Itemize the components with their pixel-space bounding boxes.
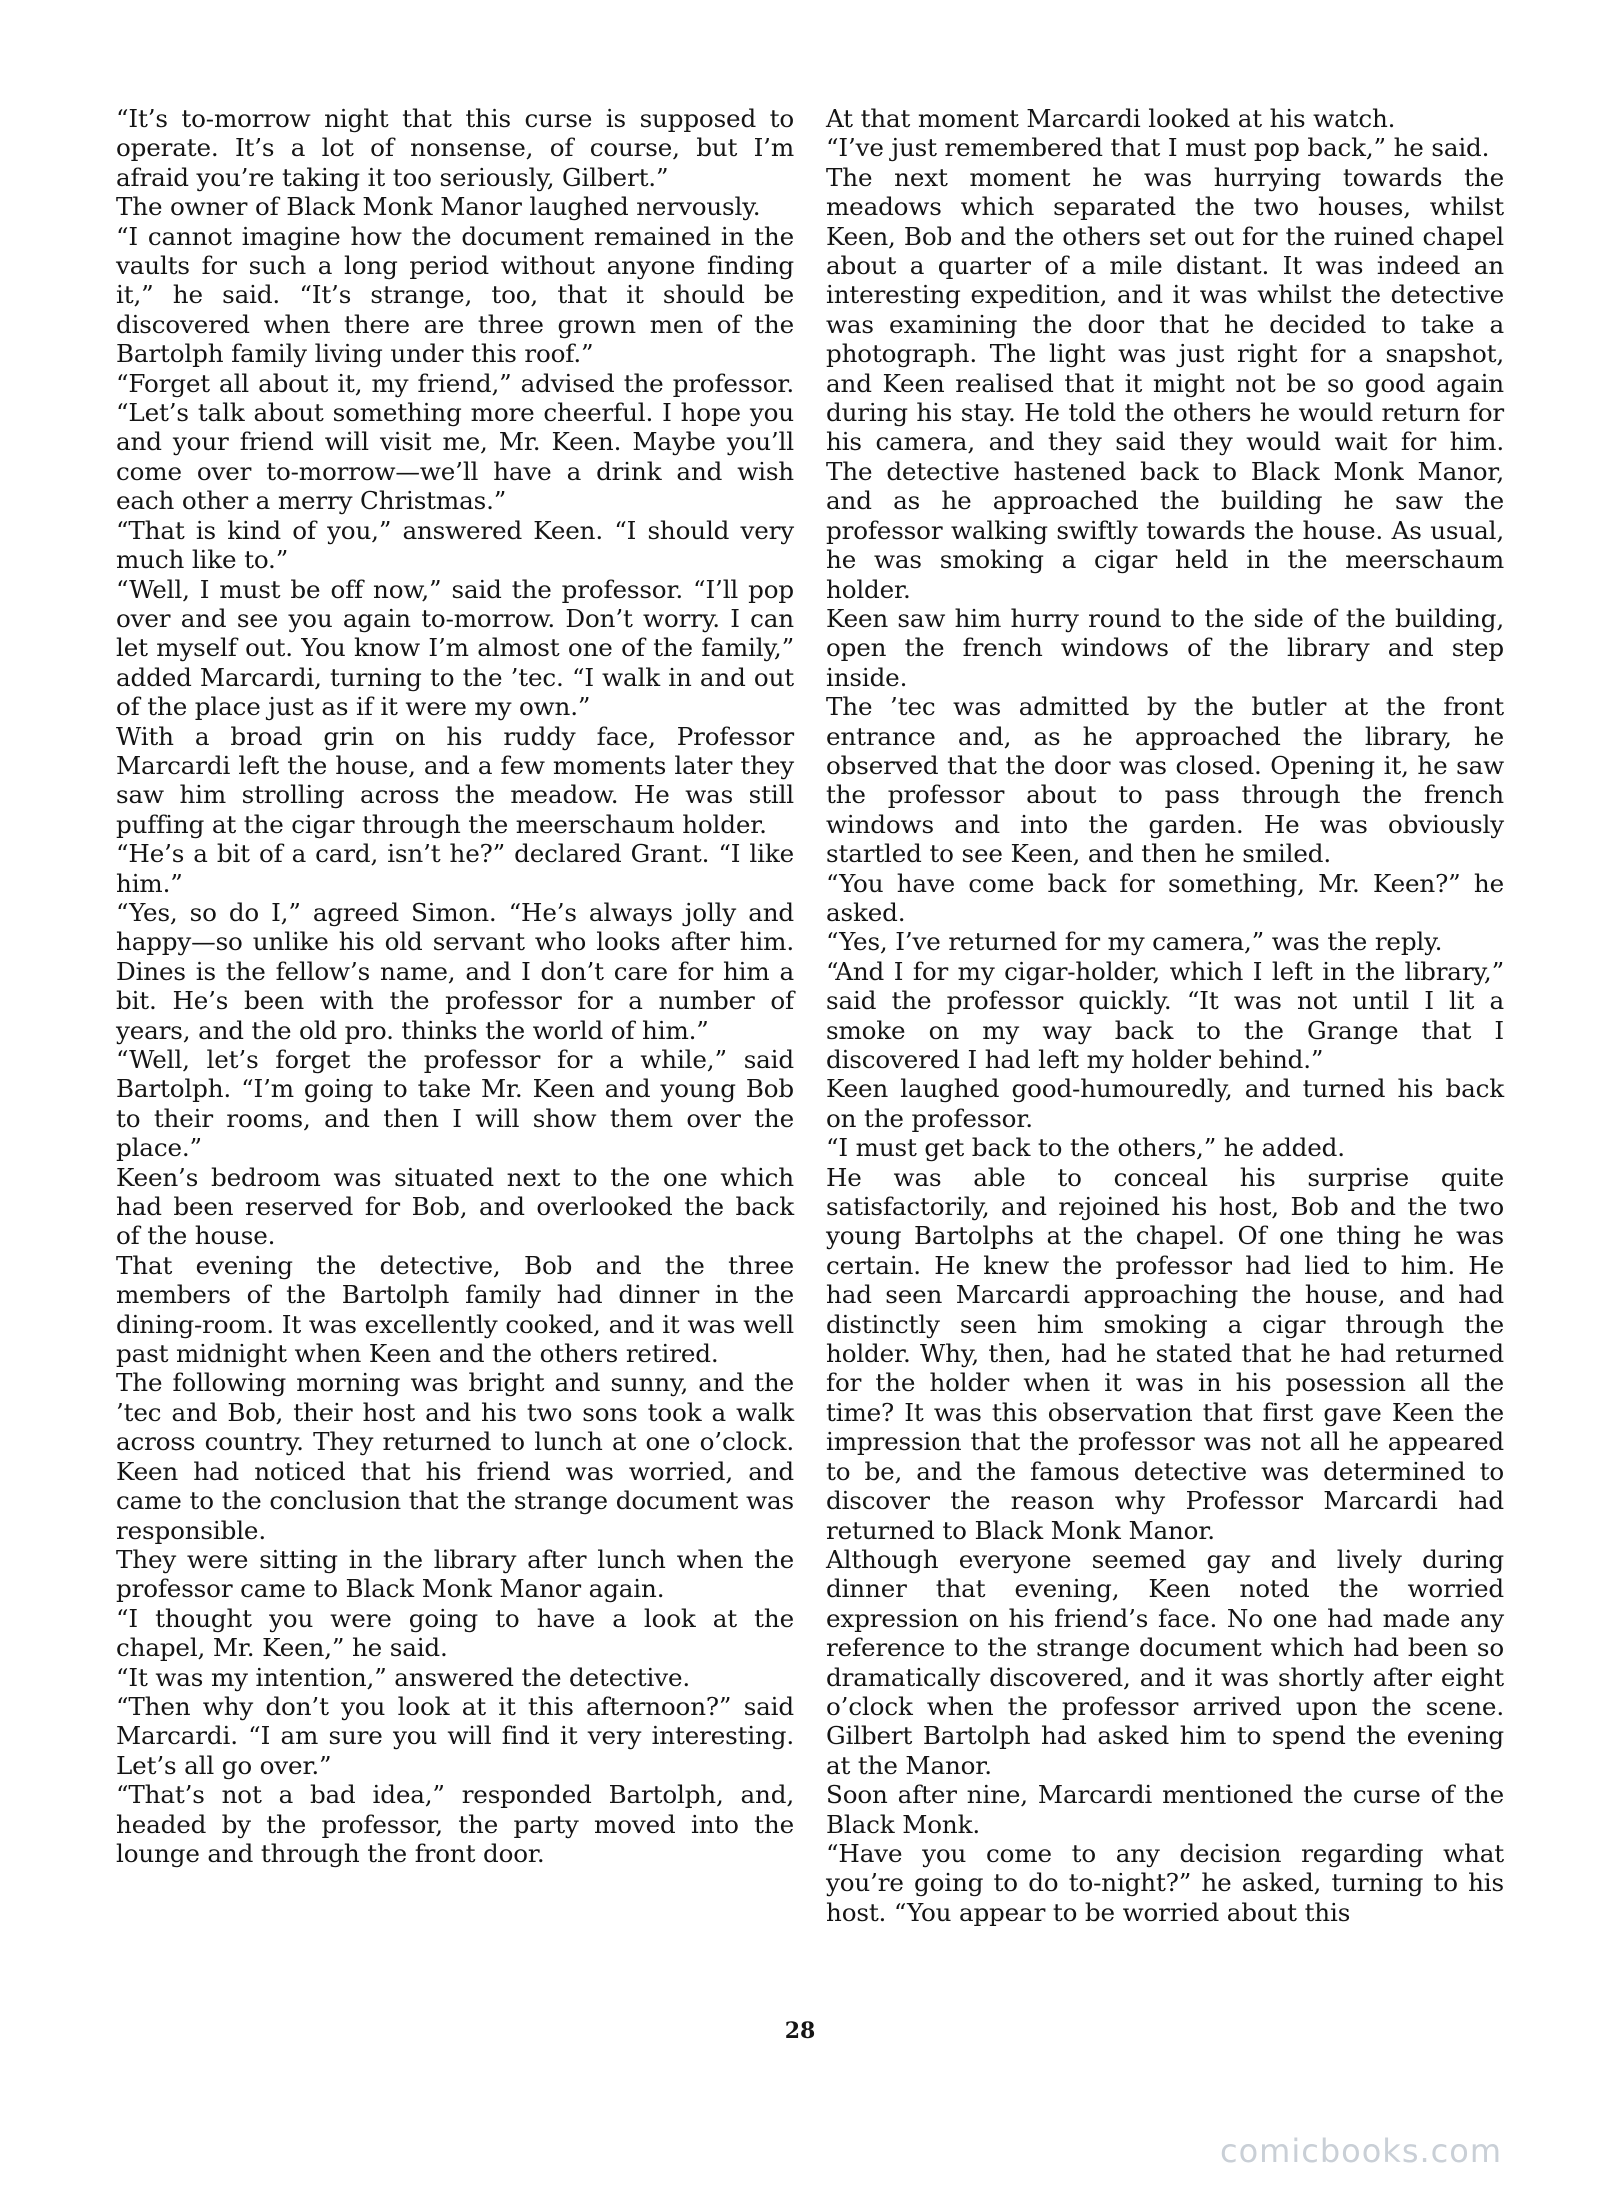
paragraph: “Yes, so do I,” agreed Simon. “He’s always jolly and happy—so unlike his old servant who looks after him. Dines is the fellow’s name, and I don’t care for him a bit. He’s been with the professor for a number of years, and the old pro. thinks the world of him.” xyxy=(116,897,794,1045)
watermark: comicbooks.com xyxy=(1219,2132,1502,2170)
paragraph: “And I for my cigar-holder, which I left in the library,” said the professor quickly. “It was not until I lit a smoke on my way back to the Grange that I discovered I had left my holder behind.” xyxy=(826,956,1504,1074)
paragraph: The ’tec was admitted by the butler at the front entrance and, as he approached the library, he observed that the door was closed. Opening it, he saw the professor about to pass through the french windows and into the garden. He was obviously startled to see Keen, and then he smiled. xyxy=(826,692,1504,869)
paragraph: “That’s not a bad idea,” responded Bartolph, and, headed by the professor, the party moved into the lounge and through the front door. xyxy=(116,1780,794,1868)
paragraph: The following morning was bright and sunny, and the ’tec and Bob, their host and his two sons took a walk across country. They returned to lunch at one o’clock. Keen had noticed that his friend was worried, and came to the conclusion that the strange document was responsible. xyxy=(116,1368,794,1545)
paragraph: “Have you come to any decision regarding what you’re going to do to-night?” he asked, turning to his host. “You appear to be worried about this xyxy=(826,1838,1504,1927)
paragraph: The owner of Black Monk Manor laughed nervously. xyxy=(116,192,761,222)
paragraph: “Forget all about it, my friend,” advised the professor. “Let’s talk about something more cheerful. I hope you and your friend will visit me, Mr. Keen. Maybe you’ll come over to-morrow—we’ll have a drink and wish each other a merry Christmas.” xyxy=(116,368,794,516)
paragraph: Keen saw him hurry round to the side of the building, open the french windows of the library and step inside. xyxy=(826,603,1504,692)
paragraph: With a broad grin on his ruddy face, Professor Marcardi left the house, and a few moments later they saw him strolling across the meadow. He was still puffing at the cigar through the meerschaum holder. xyxy=(116,721,794,839)
paragraph: “Well, let’s forget the professor for a while,” said Bartolph. “I’m going to take Mr. Keen and young Bob to their rooms, and then I will show them over the place.” xyxy=(116,1045,794,1163)
right-text-column xyxy=(826,104,1504,1927)
paragraph: He was able to conceal his surprise quite satisfactorily, and rejoined his host, Bob and the two young Bartolphs at the chapel. Of one thing he was certain. He knew the professor had lied to him. He had seen Marcardi approaching the house, and had distinctly seen him smoking a cigar through the holder. Why, then, had he stated that he had returned for the holder when it was in his posession all the time? It was this observation that first gave Keen the impression that the professor was not all he appeared to be, and the famous detective was determined to discover the reason why Professor Marcardi had returned to Black Monk Manor. xyxy=(826,1162,1504,1545)
paragraph: “He’s a bit of a card, isn’t he?” declared Grant. “I like him.” xyxy=(116,839,794,898)
paragraph: “You have come back for something, Mr. Keen?” he asked. xyxy=(826,868,1504,927)
paragraph: The next moment he was hurrying towards the meadows which separated the two houses, whilst Keen, Bob and the others set out for the ruined chapel about a quarter of a mile distant. It was indeed an interesting expedition, and it was whilst the detective was examining the door that he decided to take a photograph. The light was just right for a snapshot, and Keen realised that it might not be so good again during his stay. He told the others he would return for his camera, and they said they would wait for him. The detective hastened back to Black Monk Manor, and as he approached the building he saw the professor walking swiftly towards the house. As usual, he was smoking a cigar held in the meerschaum holder. xyxy=(826,162,1504,604)
paragraph: At that moment Marcardi looked at his watch. xyxy=(826,104,1396,133)
paragraph: “Yes, I’ve returned for my camera,” was the reply. xyxy=(826,927,1443,957)
paragraph: “That is kind of you,” answered Keen. “I should very much like to.” xyxy=(116,515,794,575)
paragraph: “I thought you were going to have a look at the chapel, Mr. Keen,” he said. xyxy=(116,1603,794,1663)
paragraph: Soon after nine, Marcardi mentioned the curse of the Black Monk. xyxy=(826,1780,1504,1839)
paragraph: “It was my intention,” answered the detective. xyxy=(116,1662,691,1692)
paragraph: “I cannot imagine how the document remained in the vaults for such a long period without anyone finding it,” he said. “It’s strange, too, that it should be discovered when there are three grown men of the Bartolph family living under this roof.” xyxy=(116,221,794,369)
paragraph: They were sitting in the library after lunch when the professor came to Black Monk Manor again. xyxy=(116,1544,794,1604)
paragraph: “Then why don’t you look at it this afternoon?” said Marcardi. “I am sure you will find it very interesting. Let’s all go over.” xyxy=(116,1691,794,1780)
paragraph: Although everyone seemed gay and lively during dinner that evening, Keen noted the worried expression on his friend’s face. No one had made any reference to the strange document which had been so dramatically discovered, and it was shortly after eight o’clock when the professor arrived upon the scene. Gilbert Bartolph had asked him to spend the evening at the Manor. xyxy=(826,1544,1504,1780)
paragraph: “It’s to-morrow night that this curse is supposed to operate. It’s a lot of nonsense, of course, but I’m afraid you’re taking it too seriously, Gilbert.” xyxy=(116,104,794,192)
paragraph: “Well, I must be off now,” said the professor. “I’ll pop over and see you again to-morrow. Don’t worry. I can let myself out. You know I’m almost one of the family,” added Marcardi, turning to the ’tec. “I walk in and out of the place just as if it were my own.” xyxy=(116,574,794,722)
paragraph: That evening the detective, Bob and the three members of the Bartolph family had dinner in the dining-room. It was excellently cooked, and it was well past midnight when Keen and the others retired. xyxy=(116,1250,794,1369)
page-number: 28 xyxy=(784,2018,816,2044)
left-text-column xyxy=(116,104,794,1868)
paragraph: Keen’s bedroom was situated next to the one which had been reserved for Bob, and overlooked the back of the house. xyxy=(116,1162,794,1251)
paragraph: “I must get back to the others,” he added. xyxy=(826,1133,1345,1163)
paragraph: Keen laughed good-humouredly, and turned his back on the professor. xyxy=(826,1074,1504,1133)
paragraph: “I’ve just remembered that I must pop back,” he said. xyxy=(826,133,1490,163)
